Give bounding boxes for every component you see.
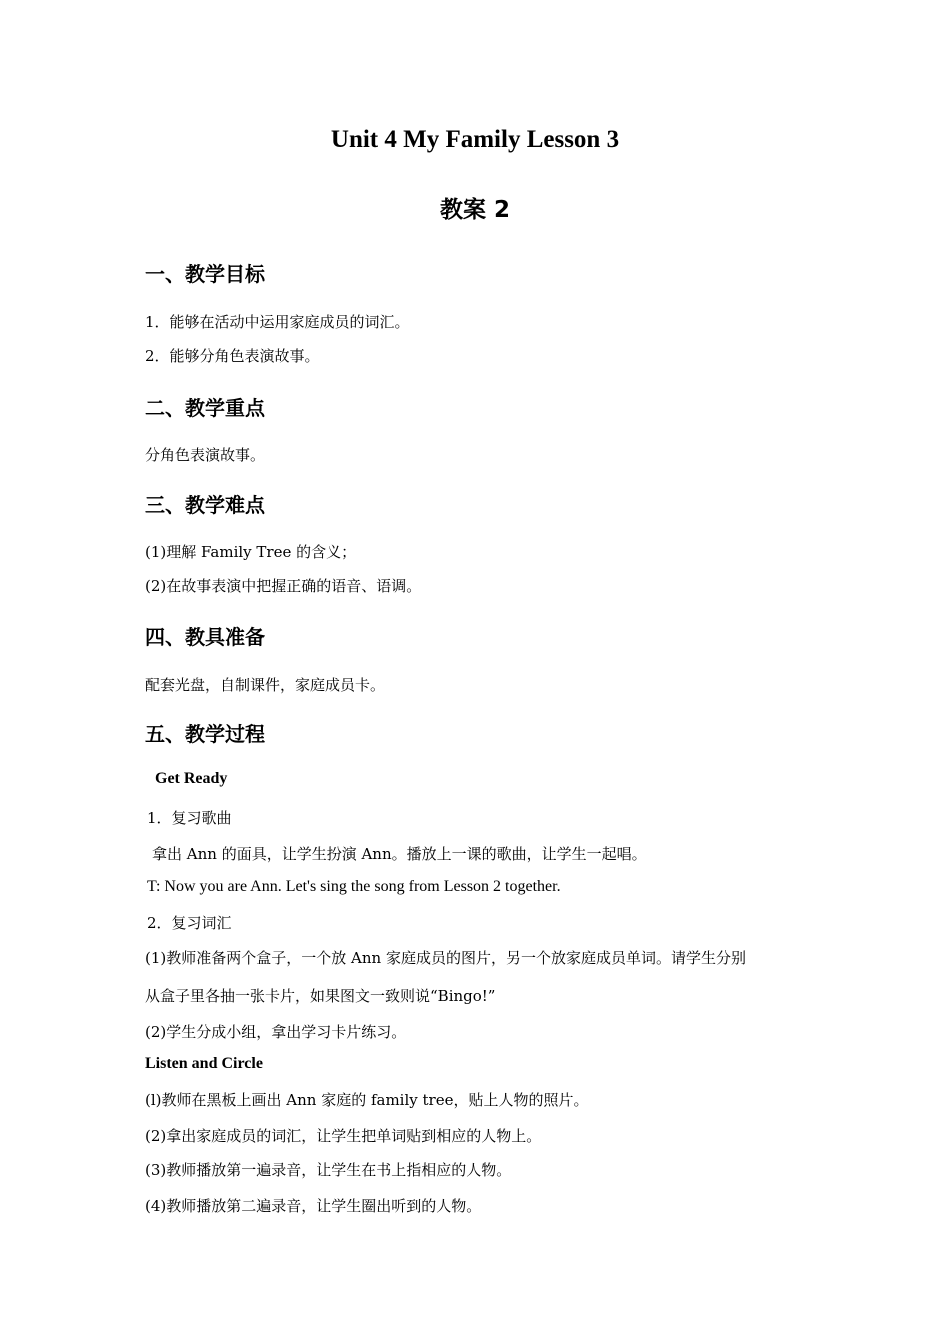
section-heading-difficulties: 三、教学难点 bbox=[145, 493, 265, 517]
subheading-listen-and-circle: Listen and Circle bbox=[145, 1055, 263, 1072]
procedure-line: (l)教师在黑板上画出 Ann 家庭的 family tree，贴上人物的照片。 bbox=[145, 1091, 589, 1109]
objective-line: 2．能够分角色表演故事。 bbox=[145, 347, 320, 365]
section-heading-procedure: 五、教学过程 bbox=[145, 722, 265, 746]
procedure-line: T: Now you are Ann. Let's sing the song from Lesson 2 together. bbox=[147, 878, 561, 895]
document-title: Unit 4 My Family Lesson 3 bbox=[330, 126, 620, 153]
difficulty-line: (1)理解 Family Tree 的含义； bbox=[145, 543, 357, 561]
materials-line: 配套光盘，自制课件，家庭成员卡。 bbox=[145, 676, 386, 694]
procedure-line: (2)拿出家庭成员的词汇，让学生把单词贴到相应的人物上。 bbox=[145, 1127, 542, 1145]
subheading-get-ready: Get Ready bbox=[155, 770, 228, 787]
difficulty-line: (2)在故事表演中把握正确的语音、语调。 bbox=[145, 577, 422, 595]
objective-line: 1．能够在活动中运用家庭成员的词汇。 bbox=[145, 313, 410, 331]
document-subtitle: 教案 2 bbox=[439, 197, 510, 223]
section-heading-materials: 四、教具准备 bbox=[145, 625, 265, 649]
procedure-line: (3)教师播放第一遍录音，让学生在书上指相应的人物。 bbox=[145, 1161, 512, 1179]
procedure-line: 拿出 Ann 的面具，让学生扮演 Ann。播放上一课的歌曲，让学生一起唱。 bbox=[152, 845, 647, 863]
procedure-line: 2．复习词汇 bbox=[147, 914, 232, 932]
procedure-line: (4)教师播放第二遍录音，让学生圈出听到的人物。 bbox=[145, 1197, 482, 1215]
procedure-line: (2)学生分成小组，拿出学习卡片练习。 bbox=[145, 1023, 407, 1041]
section-heading-objectives: 一、教学目标 bbox=[145, 262, 265, 286]
procedure-line: 1．复习歌曲 bbox=[147, 809, 232, 827]
section-heading-key-points: 二、教学重点 bbox=[145, 396, 265, 420]
key-point-line: 分角色表演故事。 bbox=[145, 446, 266, 464]
procedure-line: (1)教师准备两个盒子，一个放 Ann 家庭成员的图片，另一个放家庭成员单词。请学生分别 bbox=[145, 949, 746, 967]
procedure-line: 从盒子里各抽一张卡片，如果图文一致则说“Bingo!” bbox=[145, 987, 496, 1005]
